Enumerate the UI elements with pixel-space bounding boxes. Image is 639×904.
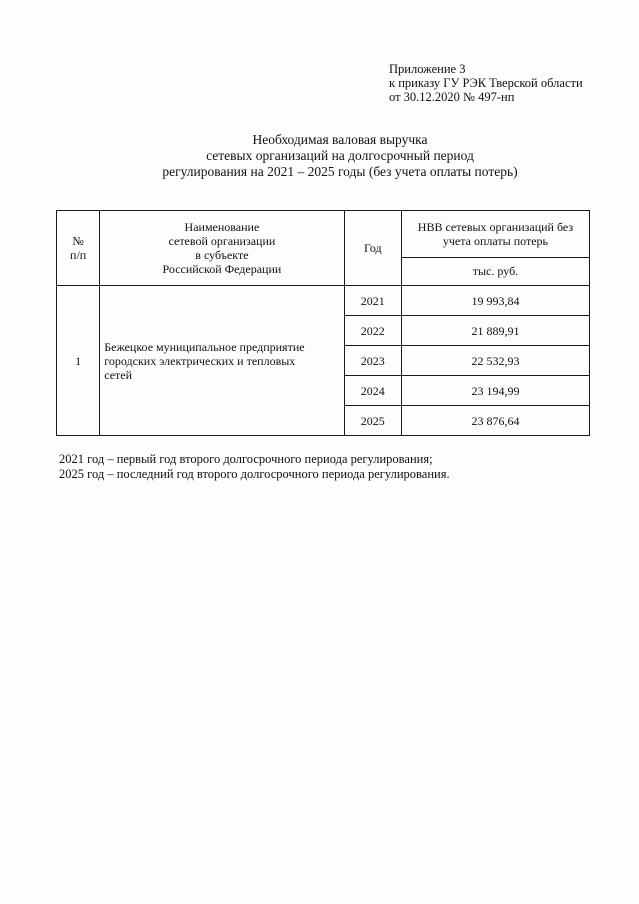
header-nvv-line-2: учета оплаты потерь bbox=[442, 233, 549, 248]
year-cell: 2022 bbox=[344, 316, 401, 346]
footnote-last-year: 2025 год – последний год второго долгосрочного периода регулирования. bbox=[59, 467, 450, 481]
header-num-label: п/п bbox=[70, 248, 87, 262]
org-name-line-3: сетей bbox=[104, 367, 133, 382]
document-title bbox=[100, 132, 580, 180]
header-unit: тыс. руб. bbox=[401, 257, 589, 285]
annex-date: от 30.12.2020 № 497-нп bbox=[389, 90, 515, 104]
footnote-first-year: 2021 год – первый год второго долгосрочного периода регулирования; bbox=[59, 452, 433, 466]
table-row bbox=[57, 286, 590, 316]
header-name-line-1: Наименование bbox=[184, 220, 260, 234]
year-cell: 2025 bbox=[344, 406, 401, 436]
header-num-symbol: № bbox=[72, 234, 84, 248]
header-year: Год bbox=[344, 211, 401, 286]
table-header-row bbox=[57, 211, 590, 258]
value-cell: 23 194,99 bbox=[401, 376, 589, 406]
nvv-table bbox=[56, 210, 590, 436]
title-line-2: сетевых организаций на долгосрочный период bbox=[206, 148, 474, 163]
value-cell: 22 532,93 bbox=[401, 346, 589, 376]
header-name-line-4: Российской Федерации bbox=[162, 262, 282, 276]
title-line-1: Необходимая валовая выручка bbox=[252, 132, 428, 147]
org-name-line-1: Бежецкое муниципальное предприятие bbox=[104, 339, 305, 354]
header-name-line-2: сетевой организации bbox=[168, 234, 276, 248]
annex-number: Приложение 3 bbox=[389, 62, 466, 76]
value-cell: 19 993,84 bbox=[401, 286, 589, 316]
header-nvv-line-1: НВВ сетевых организаций без bbox=[417, 219, 574, 234]
value-cell: 23 876,64 bbox=[401, 406, 589, 436]
year-cell: 2024 bbox=[344, 376, 401, 406]
footnotes bbox=[59, 452, 450, 482]
annex-reference bbox=[389, 62, 583, 104]
header-nvv bbox=[401, 211, 589, 258]
org-number: 1 bbox=[57, 286, 100, 436]
year-cell: 2023 bbox=[344, 346, 401, 376]
org-name bbox=[100, 286, 344, 436]
value-cell: 21 889,91 bbox=[401, 316, 589, 346]
year-cell: 2021 bbox=[344, 286, 401, 316]
org-name-line-2: городских электрических и тепловых bbox=[104, 353, 296, 368]
header-name-line-3: в субъекте bbox=[195, 248, 249, 262]
header-num bbox=[57, 211, 100, 286]
annex-order: к приказу ГУ РЭК Тверской области bbox=[389, 76, 583, 90]
header-org-name bbox=[100, 211, 344, 286]
title-line-3: регулирования на 2021 – 2025 годы (без учета оплаты потерь) bbox=[162, 164, 518, 179]
